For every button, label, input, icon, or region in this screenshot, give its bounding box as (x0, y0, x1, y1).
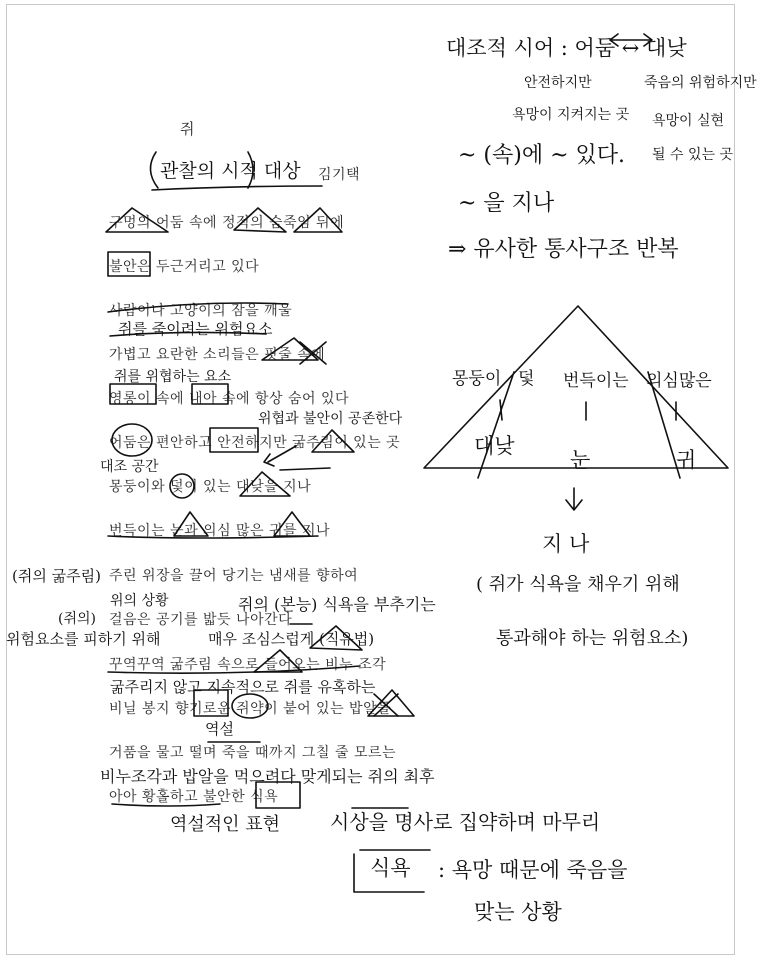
poem-line: 사람이나 고양이의 잠을 깨울 (109, 303, 293, 319)
handwritten-subtitle: 관찰의 시적 대상 (160, 160, 301, 182)
note-parallel-structure: ⇒ 유사한 통사구조 반복 (448, 237, 679, 262)
poem-line: 어둠은 편안하고 안전하지만 굶주림이 있는 곳 (109, 435, 401, 451)
note-safe: 안전하지만 (524, 75, 592, 91)
note-ending: 비누조각과 밥알을 먹으려다 맞게되는 쥐의 최후 (100, 767, 435, 786)
poem-line: 주린 위장을 끌어 당기는 냄새를 향하여 (109, 568, 359, 584)
note-noun-ending: 시상을 명사로 집약하며 마무리 (330, 810, 601, 834)
poem-line: 불안은 두근거리고 있다 (109, 259, 260, 275)
poem-line: 아아 황홀하고 불안한 식욕 (109, 789, 279, 805)
note-desire-realized: 욕망이 실현 (652, 113, 725, 129)
note-place: 될 수 있는 곳 (652, 147, 733, 163)
triangle-ear: 귀 (676, 448, 697, 472)
poem-line: 번득이는 눈과 의심 많은 귀를 지나 (109, 523, 331, 539)
boxed-appetite-label: 식욕 (370, 856, 411, 880)
note-contrast-space: 대조 공간 (100, 459, 159, 475)
note-desire-kept: 욕망이 지켜지는 곳 (512, 107, 630, 123)
poem-line: 꾸역꾸역 굶주림 속으로 들어오는 비누 조각 (109, 657, 387, 673)
note-passing: 지 나 (542, 532, 590, 556)
note-deadly: 죽음의 위험하지만 (644, 75, 757, 91)
triangle-daylight: 대낮 (474, 434, 515, 458)
note-careful: 매우 조심스럽게 (직유법) (208, 630, 375, 648)
triangle-label-club: 몽둥이 (452, 369, 502, 389)
triangle-label-suspicious: 의심많은 (646, 371, 712, 391)
note-risk-2: 통과해야 하는 위험요소) (496, 628, 689, 649)
note-paradox-expression: 역설적인 표현 (170, 814, 281, 835)
note-risk-1: ( 쥐가 식욕을 채우기 위해 (476, 574, 680, 595)
note-situation: 위의 상황 (110, 593, 169, 609)
triangle-eye: 눈 (570, 448, 591, 472)
poem-line: 몽둥이와 덫이 있는 대낮을 지나 (109, 479, 312, 495)
note-paradox: 역설 (205, 720, 234, 738)
note-coexist: 위협과 불안이 공존한다 (258, 411, 403, 427)
poem-line: 비닐 봉지 향기로운 쥐약이 붙어 있는 밥알들 (109, 701, 392, 717)
note-threat-element: 쥐를 위협하는 요소 (114, 369, 232, 385)
poem-author: 김기택 (318, 167, 361, 183)
triangle-label-trap: 덫 (518, 369, 535, 389)
note-avoid: 위험요소를 피하기 위해 (6, 630, 161, 648)
note-contrast-words: 대조적 시어 : 어둠 ↔ 대낮 (446, 36, 687, 60)
note-hunger: (쥐의 굶주림) (12, 567, 101, 585)
poem-line: 가볍고 요란한 소리들은 핏줄 속에 (109, 347, 326, 363)
poem-title: 쥐 (180, 120, 195, 138)
appetite-definition-2: 맞는 상황 (474, 900, 562, 924)
poem-line: 거품을 물고 떨며 죽을 때까지 그칠 줄 모르는 (109, 745, 397, 761)
note-pattern-1: ~ (속)에 ~ 있다. (458, 143, 626, 168)
note-tempt: 굶주리지 않고 지속적으로 쥐를 유혹하는 (110, 678, 376, 696)
note-pattern-2: ~ 을 지나 (458, 191, 555, 216)
note-rats: (쥐의) (58, 611, 96, 627)
appetite-definition-1: : 욕망 때문에 죽음을 (438, 858, 628, 882)
note-danger-element: 쥐를 죽이려는 위험요소 (118, 320, 273, 338)
poem-line: 걸음은 공기를 밟듯 나아간다 (109, 612, 293, 628)
triangle-label-glinting: 번득이는 (563, 371, 629, 391)
poem-line: 구멍의 어둠 속에 정적의 숨죽임 뒤에 (109, 215, 345, 231)
note-instinct: 쥐의 (본능) 식욕을 부추기는 (238, 595, 436, 614)
poem-line: 영롱이 속에 내아 속에 항상 숨어 있다 (109, 391, 350, 407)
